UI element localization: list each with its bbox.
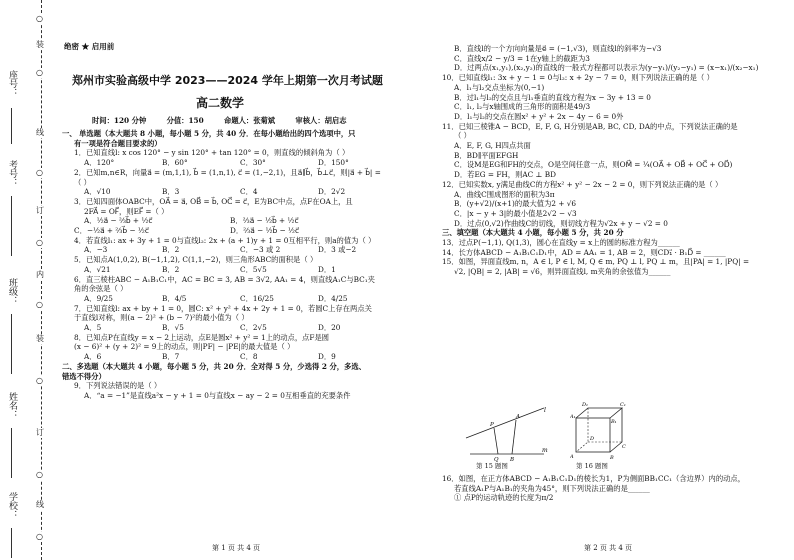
exam-title: 郑州市实验高级中学 2023——2024 学年上期第一次月考试题 bbox=[72, 74, 383, 87]
name-blank bbox=[11, 428, 12, 478]
q2-option-a[interactable]: A．√10 bbox=[84, 187, 111, 197]
q1-options bbox=[62, 158, 414, 168]
binding-mark: ○ bbox=[36, 14, 43, 23]
q3-options-ab bbox=[62, 216, 414, 226]
binding-mark: 订 bbox=[36, 206, 44, 215]
q11-option-d[interactable]: D．若EG = FH，则AC ⊥ BD bbox=[454, 170, 556, 180]
label-a1: A₁ bbox=[570, 414, 576, 420]
binding-mark: 内 bbox=[36, 270, 44, 279]
section3-heading: 三、填空题（本大题共 4 小题，每小题 5 分，共 20 分 bbox=[442, 228, 624, 238]
q5-option-a[interactable]: A．√21 bbox=[84, 264, 111, 274]
q11-stem-cont: （ ） bbox=[454, 131, 471, 141]
cube-top-edges bbox=[576, 408, 622, 418]
q12-option-a[interactable]: A．曲线C围成图形的面积为3π bbox=[454, 189, 555, 199]
exam-subject: 高二数学 bbox=[196, 96, 245, 110]
q2-option-d[interactable]: D．2√2 bbox=[318, 187, 346, 197]
q15-stem: 15．如图，异面直线m, n，A ∈ l, P ∈ l, M, Q ∈ m, PQ ⊥ l, PQ ⊥ m，且|PA| = 1, |PQ| = bbox=[442, 257, 750, 267]
q3-stem-cont: 2FA⃗ = OF⃗，则EF⃗ =（ ） bbox=[84, 206, 169, 216]
segment-ab bbox=[512, 420, 516, 454]
q5-stem: 5．已知点A(1,0,2), B(−1,1,2), C(1,1,−2)，则三角形ABC的面积是（ ） bbox=[74, 255, 318, 265]
q12-option-c[interactable]: C．|x − y + 3|的最小值是2√2 − √3 bbox=[454, 208, 577, 218]
q10-option-a[interactable]: A．l₁与l₂交点坐标为(0,−1) bbox=[454, 82, 545, 92]
q6-option-c[interactable]: C．16/25 bbox=[240, 293, 274, 303]
q2-options bbox=[62, 187, 414, 197]
confidential-mark: 绝密 ★ 启用前 bbox=[64, 42, 115, 51]
label-c1: C₁ bbox=[620, 402, 626, 408]
q3-option-a[interactable]: A．½a⃗ − ⅔b⃗ + ½c⃗ bbox=[84, 216, 153, 226]
q10-option-b[interactable]: B．过l₁与l₂的交点且与l₁垂直的直线方程为x − 3y + 13 = 0 bbox=[454, 92, 651, 102]
q9-stem: 9．下列说法错误的是（ ） bbox=[74, 381, 162, 391]
binding-mark: ○ bbox=[36, 532, 43, 541]
name-label: 姓名： bbox=[7, 392, 17, 419]
segment-pq bbox=[494, 428, 498, 454]
q5-options bbox=[62, 265, 414, 275]
binding-mark: 线 bbox=[36, 500, 44, 509]
q6-option-a[interactable]: A．9/25 bbox=[84, 293, 113, 303]
q8-option-c[interactable]: C．8 bbox=[240, 352, 258, 362]
exam-meta: 时间：120 分钟 分值：150 命题人：张菊斌 审核人：胡启志 bbox=[92, 116, 347, 125]
q11-option-b[interactable]: B．BD∥平面EFGH bbox=[454, 150, 519, 160]
q9-option-a[interactable]: A．“a = −1”是直线a²x − y + 1 = 0与直线x − ay − 2 = 0互相垂直的充要条件 bbox=[84, 390, 351, 400]
q7-options bbox=[62, 323, 414, 333]
label-a: A bbox=[570, 454, 574, 460]
figure-15-skew-lines bbox=[464, 404, 548, 462]
label-b1: B₁ bbox=[611, 419, 617, 425]
section1-heading-cont: 有一项是符合题目要求的） bbox=[74, 138, 162, 148]
q11-option-c[interactable]: C．设M是EG和FH的交点，O是空间任意一点，则OM⃗ = ¼(OA⃗ + OB⃗ + OC⃗ + OD⃗) bbox=[454, 160, 733, 170]
q12-option-b[interactable]: B．(y+√2)/(x+1)的最大值为2 + √6 bbox=[454, 199, 577, 209]
binding-mark: ○ bbox=[36, 238, 43, 247]
q11-option-a[interactable]: A．E, F, G, H四点共面 bbox=[454, 141, 531, 151]
exam-no-blank bbox=[11, 196, 12, 256]
q16-item-1: ① 点P的运动轨迹的长度为π/2 bbox=[454, 493, 554, 503]
label-a: A bbox=[516, 414, 520, 420]
school-label: 学校： bbox=[7, 492, 17, 519]
q15-stem-cont: √2, |QB| = 2, |AB| = √6，则异面直线l, m夹角的余弦值为______ bbox=[454, 267, 671, 277]
q13-stem: 13．过点P(−1,1), Q(1,3)，圆心在直线y = x上的圆的标准方程为______ bbox=[442, 238, 680, 248]
q1-option-b[interactable]: B．60° bbox=[162, 158, 188, 168]
q1-option-d[interactable]: D．150° bbox=[318, 158, 349, 168]
label-q: Q bbox=[494, 457, 499, 462]
page-number-2: 第 2 页 共 4 页 bbox=[584, 544, 633, 552]
label-c: C bbox=[622, 444, 626, 450]
question-block-right bbox=[442, 44, 790, 277]
binding-mark: 订 bbox=[36, 428, 44, 437]
q7-option-b[interactable]: B．√5 bbox=[162, 323, 184, 333]
q5-option-c[interactable]: C．5√5 bbox=[240, 264, 267, 274]
q4-option-d[interactable]: D．3 或−2 bbox=[318, 245, 357, 255]
school-blank bbox=[11, 528, 12, 558]
q16-stem: 16．如图，在正方体ABCD − A₁B₁C₁D₁的棱长为1，P为侧面BB₁CC₁（含边界）内的动点， bbox=[442, 474, 746, 483]
q8-option-b[interactable]: B．7 bbox=[162, 352, 180, 362]
q4-option-c[interactable]: C．−3 或 2 bbox=[240, 245, 281, 255]
q10-stem: 10．已知直线l₁: 3x + y − 1 = 0与l₂: x + 2y − 7 = 0，则下列说法正确的是（ ） bbox=[442, 73, 714, 83]
binding-margin bbox=[0, 0, 56, 560]
seat-blank bbox=[11, 108, 12, 144]
q3-option-c[interactable]: C．−½a⃗ + ⅔b⃗ − ½c⃗ bbox=[74, 226, 149, 236]
label-l: l bbox=[544, 407, 546, 414]
section1-heading: 一、 单选题（本大题共 8 小题，每小题 5 分，共 40 分．在每小题给出的四个选项中，只 bbox=[62, 129, 356, 138]
q4-option-b[interactable]: B．2 bbox=[162, 245, 180, 255]
binding-mark: ○ bbox=[36, 376, 43, 385]
section2-heading: 二、多选题（本大题共 4 小题，每小题 5 分，共 20 分．全对得 5 分，少选得 2 分，多选、 bbox=[62, 361, 366, 371]
q6-stem-cont: 角的余弦是（ ） bbox=[74, 284, 128, 294]
q3-options-cd bbox=[62, 226, 414, 236]
label-d: D bbox=[590, 436, 595, 442]
q7-option-a[interactable]: A．5 bbox=[84, 323, 102, 333]
q8-option-a[interactable]: A．6 bbox=[84, 352, 102, 362]
q8-option-d[interactable]: D．9 bbox=[318, 352, 336, 362]
q6-option-b[interactable]: B．4/5 bbox=[162, 293, 187, 303]
binding-mark: ○ bbox=[36, 470, 43, 479]
q4-stem: 4．若直线l₁: ax + 3y + 1 = 0与直线l₂: 2x + (a + 1)y + 1 = 0互相平行，则a的值为（ ） bbox=[74, 235, 376, 245]
q9-option-d[interactable]: D．过两点(x₁,y₁),(x₂,y₂)的直线的一般式方程都可以表示为(y−y₁)/(y₂−y₁) = (x−x₁)/(x₂−x₁) bbox=[454, 63, 759, 73]
q2-stem: 2．已知m,n∈R，向量a⃗ = (m,1,1), b⃗ = (1,n,1), c⃗ = (1,−2,1)，且a⃗∥b⃗，b⃗⊥c⃗，则|a⃗ + b⃗| = bbox=[74, 167, 381, 177]
class-label: 班级： bbox=[7, 278, 17, 305]
question-block-left bbox=[62, 129, 414, 401]
figure-16-cube bbox=[570, 400, 626, 462]
q3-option-b[interactable]: B．⅔a⃗ − ½b⃗ + ½c⃗ bbox=[230, 216, 299, 226]
q6-option-d[interactable]: D．4/25 bbox=[318, 293, 348, 303]
q3-stem: 3．已知四面体OABC中，OA⃗ = a⃗, OB⃗ = b⃗, OC⃗ = c⃗，E为BC中点，点F在OA上，且 bbox=[74, 196, 353, 206]
q7-stem: 7．已知直线l: ax + by + 1 = 0，圆C: x² + y² + 4x + 2y + 1 = 0，若圆C上存在两点关 bbox=[74, 303, 372, 313]
q2-stem-cont: （ ） bbox=[74, 177, 91, 187]
q1-option-c[interactable]: C．30° bbox=[240, 158, 266, 168]
q9-option-b[interactable]: B．直线l的一个方向向量是e⃗ = (−1,√3)，则直线l的斜率为−√3 bbox=[454, 44, 662, 53]
label-p: P bbox=[490, 422, 494, 428]
section2-heading-cont: 错选不得分） bbox=[62, 371, 106, 381]
q1-stem: 1．已知直线l: x cos 120° − y sin 120° + tan 120° = 0，则直线的倾斜角为（ ） bbox=[74, 148, 350, 158]
binding-mark: 装 bbox=[36, 334, 44, 343]
binding-mark: ○ bbox=[36, 168, 43, 177]
q4-option-a[interactable]: A．−3 bbox=[84, 245, 108, 255]
q5-option-b[interactable]: B．2 bbox=[162, 264, 180, 274]
figure-16-caption: 第 16 题图 bbox=[576, 462, 608, 470]
line-l bbox=[466, 408, 544, 438]
q6-stem: 6．直三棱柱ABC − A₁B₁C₁中，AC = BC = 3, AB = 3√2, AA₁ = 4，则直线A₁C与BC₁夹 bbox=[74, 274, 375, 284]
binding-mark: 线 bbox=[36, 128, 44, 137]
q11-stem: 11．已知三棱锥A − BCD，E, F, G, H分别是AB, BC, CD, DA的中点，下列说法正确的是 bbox=[442, 121, 738, 131]
cube-side-edges bbox=[610, 408, 622, 452]
q4-options bbox=[62, 245, 414, 255]
q1-option-a[interactable]: A．120° bbox=[84, 158, 115, 168]
q7-option-d[interactable]: D．20 bbox=[318, 323, 341, 333]
label-b: B bbox=[610, 455, 614, 461]
q14-stem: 14．长方体ABCD − A₁B₁C₁D₁中，AD = AA₁ = 1, AB = 2，则CD₁⃗ · B₁D⃗ = ______ bbox=[442, 247, 726, 257]
q7-stem-cont: 于直线l对称，则(a − 2)² + (b − 7)²的最小值为（ ） bbox=[74, 313, 249, 323]
binding-mark: 装 bbox=[36, 40, 44, 49]
q3-option-d[interactable]: D．⅔a⃗ − ½b⃗ − ½c⃗ bbox=[230, 226, 299, 236]
q8-stem: 8．已知点P在直线y = x − 2上运动，点E是圆x² + y² = 1上的动点，点F是圆 bbox=[74, 332, 330, 342]
cube-front-face bbox=[576, 418, 610, 452]
q8-stem-cont: (x − 6)² + (y + 2)² = 9上的动点，则|PF| − |PE|的最大值是（ ） bbox=[74, 342, 295, 352]
q9-option-c[interactable]: C．直线x/2 − y/3 = 1在y轴上的截距为3 bbox=[454, 53, 590, 63]
seat-label: 座号： bbox=[7, 70, 17, 97]
page-number-1: 第 1 页 共 4 页 bbox=[212, 544, 261, 552]
class-blank bbox=[11, 314, 12, 374]
q10-option-c[interactable]: C．l₁, l₂与x轴围成的三角形的面积是49/3 bbox=[454, 102, 591, 112]
label-b: B bbox=[510, 457, 515, 462]
q12-stem: 12．已知实数x, y满足曲线C的方程x² + y² − 2x − 2 = 0，则下列说法正确的是（ ） bbox=[442, 179, 723, 189]
label-m: m bbox=[542, 447, 548, 454]
question-block-right-2 bbox=[442, 474, 790, 503]
binding-mark: ○ bbox=[36, 68, 43, 77]
figure-15-caption: 第 15 题图 bbox=[476, 462, 508, 470]
exam-no-label: 考号： bbox=[7, 160, 17, 187]
q8-options bbox=[62, 352, 414, 362]
q16-stem-cont: 若直线A₁P与A₁B₁的夹角为45°，则下列说法正确的是______ bbox=[454, 483, 650, 493]
q7-option-c[interactable]: C．2√5 bbox=[240, 323, 267, 333]
q12-option-d[interactable]: D．过点(0,√2)作曲线C的切线，则切线方程为√2x + y − √2 = 0 bbox=[454, 218, 668, 228]
q10-option-d[interactable]: D．l₁与l₂的交点在圆x² + y² + 2x − 4y − 6 = 0外 bbox=[454, 111, 624, 121]
cube-hidden-edges bbox=[576, 408, 588, 452]
q6-options bbox=[62, 294, 414, 304]
label-d1: D₁ bbox=[582, 402, 589, 408]
binding-mark: ○ bbox=[36, 300, 43, 309]
q2-option-c[interactable]: C．4 bbox=[240, 187, 258, 197]
q5-option-d[interactable]: D．1 bbox=[318, 264, 336, 274]
q2-option-b[interactable]: B．3 bbox=[162, 187, 180, 197]
